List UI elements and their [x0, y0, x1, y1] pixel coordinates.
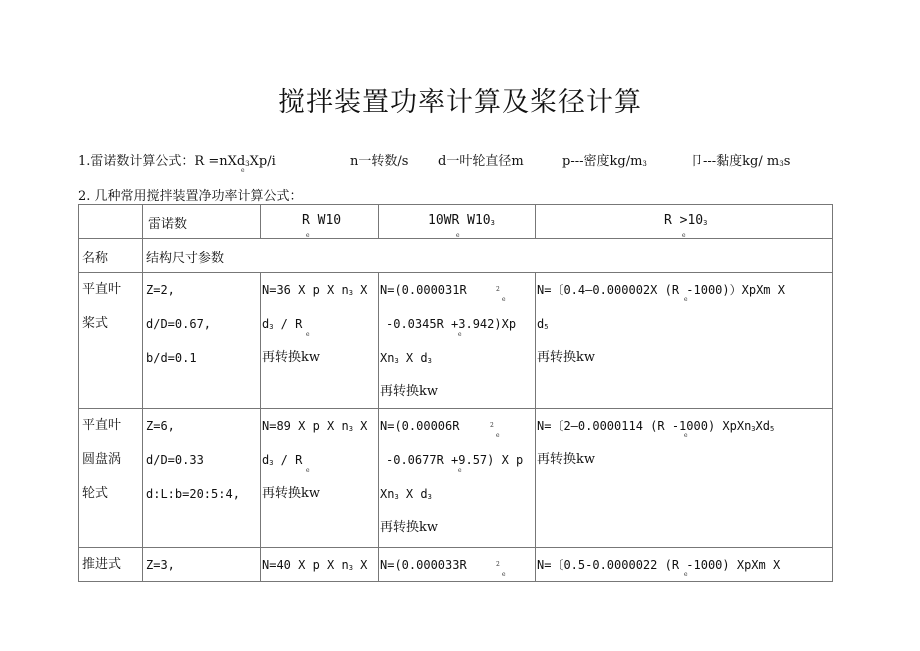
row2-param-3: d:L:b=20:5:4, — [146, 487, 240, 501]
row1-param-2: d/D=0.67, — [146, 317, 212, 331]
row2-mid-formula: N=(0.00006R — [380, 419, 460, 433]
subscript-e: e — [306, 467, 310, 474]
row3-mid-formula: N=(0.000033R — [380, 558, 467, 572]
row2-low-formula-2: d3 / R — [262, 453, 303, 467]
row2-name-2: 圆盘涡 — [82, 452, 122, 467]
superscript-2: 2 — [496, 561, 500, 568]
row1-high-formula: N=〔0.4—0.000002X (R -1000)）XpXm X — [537, 283, 785, 297]
row2-param-2: d/D=0.33 — [146, 453, 204, 467]
row2-mid-formula-2: -0.0677R +9.57) X p — [386, 453, 524, 467]
structure-label: 结构尺寸参数 — [146, 251, 225, 266]
row2-name-3: 轮式 — [82, 486, 109, 501]
subscript-e: e — [496, 432, 500, 439]
page-title: 搅拌装置功率计算及桨径计算 — [278, 87, 642, 118]
section-heading: 2. 几种常用搅拌装置净功率计算公式： — [78, 189, 303, 204]
header-reynolds: 雷诺数 — [148, 217, 188, 232]
row1-mid-convert: 再转换kw — [380, 384, 439, 399]
row1-mid-formula-2: -0.0345R +3.942)Xp — [386, 317, 517, 331]
row1-mid-formula-3: Xn3 X d3 — [380, 351, 432, 365]
subscript-e: e — [502, 296, 506, 303]
row2-mid-formula-3: Xn3 X d3 — [380, 487, 432, 501]
superscript-2: 2 — [490, 422, 494, 429]
row1-high-formula-2: d5 — [537, 317, 549, 331]
row2-high-convert: 再转换kw — [537, 452, 596, 467]
row1-name-1: 平直叶 — [82, 282, 122, 297]
subscript-e: e — [306, 232, 310, 239]
row1-low-formula-2: d3 / R — [262, 317, 303, 331]
superscript-2: 2 — [496, 286, 500, 293]
row1-param-1: Z=2, — [146, 283, 175, 297]
row3-name: 推进式 — [82, 557, 122, 572]
row2-mid-convert: 再转换kw — [380, 520, 439, 535]
row1-param-3: b/d=0.1 — [146, 351, 197, 365]
row1-low-formula: N=36 X p X n3 X — [262, 283, 368, 297]
row2-low-convert: 再转换kw — [262, 486, 321, 501]
header-low-re: R W10 — [302, 213, 342, 228]
reynolds-formula: 1.雷诺数计算公式：R =nXd3Xp/i — [78, 154, 276, 169]
power-formula-table — [78, 204, 833, 582]
subscript-e: e — [502, 571, 506, 578]
row1-mid-formula: N=(0.000031R — [380, 283, 467, 297]
name-label: 名称 — [82, 251, 109, 266]
row2-low-formula: N=89 X p X n3 X — [262, 419, 368, 433]
subscript-e: e — [684, 432, 688, 439]
header-mid-re: 10WR W103 — [428, 213, 495, 228]
row1-name-2: 桨式 — [82, 316, 109, 331]
row2-name-1: 平直叶 — [82, 418, 122, 433]
density-definition: p---密度kg/m3 — [562, 154, 647, 169]
d-definition: d一叶轮直径m — [438, 154, 524, 169]
row3-param-1: Z=3, — [146, 558, 175, 572]
subscript-e: e — [682, 232, 686, 239]
row1-high-convert: 再转换kw — [537, 350, 596, 365]
subscript-e: e — [458, 467, 462, 474]
n-definition: n一转数/s — [350, 154, 409, 169]
subscript-e: e — [458, 331, 462, 338]
row2-high-formula: N=〔2—0.0000114 (R -1000) XpXn3Xd5 — [537, 419, 775, 433]
row3-low-formula: N=40 X p X n3 X — [262, 558, 368, 572]
subscript-e: e — [456, 232, 460, 239]
viscosity-definition: 卩---黏度kg/ m3s — [690, 154, 791, 169]
row1-low-convert: 再转换kw — [262, 350, 321, 365]
subscript-e: e — [241, 167, 245, 174]
subscript-e: e — [306, 331, 310, 338]
row2-param-1: Z=6, — [146, 419, 175, 433]
subscript-e: e — [684, 296, 688, 303]
subscript-e: e — [684, 571, 688, 578]
row3-high-formula: N=〔0.5-0.0000022 (R -1000) XpXm X — [537, 558, 781, 572]
header-high-re: R >103 — [664, 213, 708, 228]
